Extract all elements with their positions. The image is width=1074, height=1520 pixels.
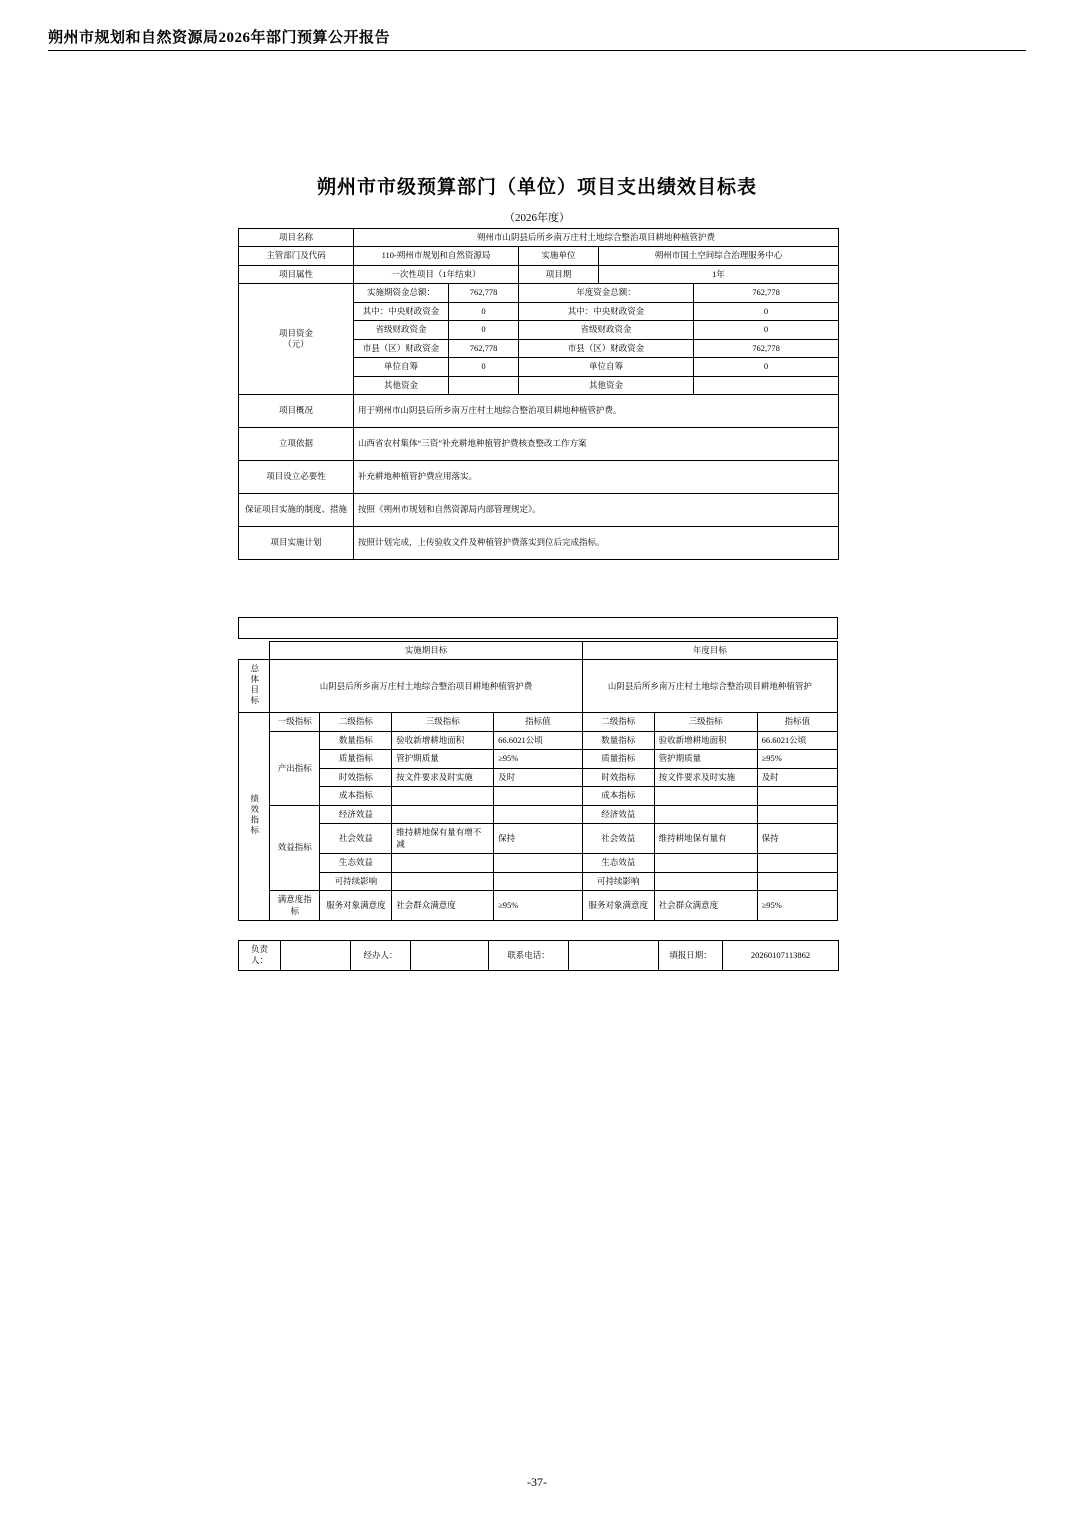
indicator-l3-b xyxy=(654,787,757,805)
indicator-l2-b: 质量指标 xyxy=(582,750,654,768)
indicator-value-b: ≥95% xyxy=(757,891,837,921)
indicator-value-b: 及时 xyxy=(757,768,837,786)
label-attribute: 项目属性 xyxy=(239,265,354,283)
indicator-l3: 验收新增耕地面积 xyxy=(392,731,494,749)
indicator-value: ≥95% xyxy=(494,750,583,768)
label-date: 填报日期： xyxy=(659,941,723,971)
indicator-value-b xyxy=(757,787,837,805)
value-overall-impl: 山阴县后所乡南万庄村土地综合整治项目耕地种植管护费 xyxy=(270,660,583,713)
performance-goal-table xyxy=(238,641,838,921)
funds-right-value xyxy=(694,376,839,394)
label-project-name: 项目名称 xyxy=(239,229,354,247)
indicator-l2: 可持续影响 xyxy=(320,872,392,890)
label-plan: 项目实施计划 xyxy=(239,527,354,560)
header-divider xyxy=(48,50,1026,51)
value-date: 20260107113862 xyxy=(723,941,839,971)
value-period: 1年 xyxy=(599,265,839,283)
table-row xyxy=(239,428,839,461)
col-value-b: 指标值 xyxy=(757,713,837,731)
table-row xyxy=(239,824,838,854)
indicator-l2-b: 时效指标 xyxy=(582,768,654,786)
overall-goal-text: 总体目标 xyxy=(249,663,260,706)
value-impl-unit: 朔州市国土空间综合治理服务中心 xyxy=(599,247,839,265)
value-leader xyxy=(281,941,351,971)
label-phone: 联系电话： xyxy=(489,941,569,971)
page-title: 朔州市市级预算部门（单位）项目支出绩效目标表 xyxy=(316,177,757,198)
funds-right-value: 0 xyxy=(694,321,839,339)
header-impl-period: 实施期目标 xyxy=(270,642,583,660)
indicator-l2: 质量指标 xyxy=(320,750,392,768)
indicator-l2-b: 可持续影响 xyxy=(582,872,654,890)
funds-left-value xyxy=(449,376,519,394)
funds-left-value: 0 xyxy=(449,321,519,339)
table-row xyxy=(239,805,838,823)
label-handler: 经办人： xyxy=(351,941,411,971)
funds-right-value: 0 xyxy=(694,302,839,320)
col-level3-b: 三级指标 xyxy=(654,713,757,731)
funds-left-value: 0 xyxy=(449,302,519,320)
indicator-value: 66.6021公顷 xyxy=(494,731,583,749)
funds-right-value: 0 xyxy=(694,358,839,376)
label-overall-goal xyxy=(239,660,270,713)
indicator-l2: 成本指标 xyxy=(320,787,392,805)
indicator-l2-b: 服务对象满意度 xyxy=(582,891,654,921)
indicator-value-b xyxy=(757,854,837,872)
indicator-value xyxy=(494,854,583,872)
col-level2: 二级指标 xyxy=(320,713,392,731)
funds-left-value: 762,778 xyxy=(449,339,519,357)
indicator-l3: 维持耕地保有量有增不减 xyxy=(392,824,494,854)
spacer-cell xyxy=(239,618,838,639)
spacer-band xyxy=(238,617,838,639)
group-level1: 满意度指标 xyxy=(270,891,320,921)
value-system: 按照《朔州市规划和自然资源局内部管理规定》。 xyxy=(354,494,839,527)
funds-right-label: 年度资金总额： xyxy=(519,284,694,302)
value-project-name: 朔州市山阴县后所乡南万庄村土地综合整治项目耕地种植管护费 xyxy=(354,229,839,247)
funds-right-label: 其中：中央财政资金 xyxy=(519,302,694,320)
indicator-l3-b xyxy=(654,805,757,823)
table-row xyxy=(239,265,839,283)
signature-table xyxy=(238,940,838,971)
value-necessity: 补充耕地种植管护费应用落实。 xyxy=(354,461,839,494)
indicator-l3-b: 管护期质量 xyxy=(654,750,757,768)
indicator-l3-b: 按文件要求及时实施 xyxy=(654,768,757,786)
table-row xyxy=(239,642,838,660)
value-handler xyxy=(411,941,489,971)
label-overview: 项目概况 xyxy=(239,395,354,428)
indicator-value: 及时 xyxy=(494,768,583,786)
table-row xyxy=(239,731,838,749)
funds-right-label: 其他资金 xyxy=(519,376,694,394)
funds-left-label: 省级财政资金 xyxy=(354,321,449,339)
label-basis: 立项依据 xyxy=(239,428,354,461)
funds-left-label: 市县（区）财政资金 xyxy=(354,339,449,357)
label-leader: 负责人： xyxy=(239,941,281,971)
label-necessity: 项目设立必要性 xyxy=(239,461,354,494)
group-level1: 产出指标 xyxy=(270,731,320,805)
indicator-l3 xyxy=(392,787,494,805)
page-header: 朔州市规划和自然资源局2026年部门预算公开报告 xyxy=(48,30,391,46)
indicator-l3: 管护期质量 xyxy=(392,750,494,768)
header-annual: 年度目标 xyxy=(582,642,837,660)
project-info-table xyxy=(238,228,838,560)
funds-right-value: 762,778 xyxy=(694,339,839,357)
col-value: 指标值 xyxy=(494,713,583,731)
funds-left-label: 其中：中央财政资金 xyxy=(354,302,449,320)
indicator-l3-b: 维持耕地保有量有 xyxy=(654,824,757,854)
table-row xyxy=(239,872,838,890)
table-row xyxy=(239,713,838,731)
label-funds: 项目资金 （元） xyxy=(239,284,354,395)
funds-right-label: 市县（区）财政资金 xyxy=(519,339,694,357)
funds-left-label: 实施期资金总额： xyxy=(354,284,449,302)
performance-label-text: 绩效指标 xyxy=(249,794,260,837)
table-row xyxy=(239,618,838,639)
table-row xyxy=(239,768,838,786)
funds-left-value: 762,778 xyxy=(449,284,519,302)
table-row xyxy=(239,229,839,247)
table-row xyxy=(239,395,839,428)
table-row xyxy=(239,527,839,560)
funds-left-label: 单位自筹 xyxy=(354,358,449,376)
label-system: 保证项目实施的制度、措施 xyxy=(239,494,354,527)
table-row xyxy=(239,284,839,302)
indicator-l3: 按文件要求及时实施 xyxy=(392,768,494,786)
value-dept: 110-朔州市规划和自然资源局 xyxy=(354,247,519,265)
page-number: -37- xyxy=(527,1475,547,1489)
indicator-l3-b xyxy=(654,872,757,890)
label-performance xyxy=(239,713,270,921)
funds-left-label: 其他资金 xyxy=(354,376,449,394)
group-level1: 效益指标 xyxy=(270,805,320,890)
indicator-l2: 服务对象满意度 xyxy=(320,891,392,921)
indicator-l3 xyxy=(392,854,494,872)
indicator-l3 xyxy=(392,805,494,823)
indicator-l3-b xyxy=(654,854,757,872)
indicator-l3-b: 验收新增耕地面积 xyxy=(654,731,757,749)
value-attribute: 一次性项目（1年结束） xyxy=(354,265,519,283)
table-row xyxy=(239,461,839,494)
indicator-l2: 时效指标 xyxy=(320,768,392,786)
indicator-l2: 生态效益 xyxy=(320,854,392,872)
label-period: 项目期 xyxy=(519,265,599,283)
indicator-value xyxy=(494,872,583,890)
table-row xyxy=(239,854,838,872)
value-phone xyxy=(569,941,659,971)
indicator-value: ≥95% xyxy=(494,891,583,921)
indicator-l2-b: 成本指标 xyxy=(582,787,654,805)
indicator-l3: 社会群众满意度 xyxy=(392,891,494,921)
indicator-l3-b: 社会群众满意度 xyxy=(654,891,757,921)
indicator-value-b: 保持 xyxy=(757,824,837,854)
indicator-value-b: 66.6021公顷 xyxy=(757,731,837,749)
table-row xyxy=(239,247,839,265)
indicator-l2: 数量指标 xyxy=(320,731,392,749)
indicator-value-b xyxy=(757,805,837,823)
indicator-value xyxy=(494,787,583,805)
indicator-value-b: ≥95% xyxy=(757,750,837,768)
indicator-l2-b: 生态效益 xyxy=(582,854,654,872)
label-impl-unit: 实施单位 xyxy=(519,247,599,265)
value-overall-annual: 山阴县后所乡南万庄村土地综合整治项目耕地种植管护 xyxy=(582,660,837,713)
col-level1: 一级指标 xyxy=(270,713,320,731)
funds-right-label: 单位自筹 xyxy=(519,358,694,376)
table-row xyxy=(239,941,839,971)
funds-left-value: 0 xyxy=(449,358,519,376)
value-overview: 用于朔州市山阴县后所乡南万庄村土地综合整治项目耕地种植管护费。 xyxy=(354,395,839,428)
funds-right-label: 省级财政资金 xyxy=(519,321,694,339)
table-row xyxy=(239,750,838,768)
funds-right-value: 762,778 xyxy=(694,284,839,302)
indicator-l2: 经济效益 xyxy=(320,805,392,823)
indicator-l2-b: 社会效益 xyxy=(582,824,654,854)
indicator-l2-b: 经济效益 xyxy=(582,805,654,823)
table-row xyxy=(239,787,838,805)
table-row xyxy=(239,891,838,921)
indicator-l3 xyxy=(392,872,494,890)
table-row xyxy=(239,494,839,527)
indicator-l2-b: 数量指标 xyxy=(582,731,654,749)
label-dept: 主管部门及代码 xyxy=(239,247,354,265)
indicator-value: 保持 xyxy=(494,824,583,854)
col-level2-b: 二级指标 xyxy=(582,713,654,731)
indicator-value-b xyxy=(757,872,837,890)
value-plan: 按照计划完成，上传验收文件及种植管护费落实到位后完成指标。 xyxy=(354,527,839,560)
page-subtitle: （2026年度） xyxy=(504,212,570,224)
col-level3: 三级指标 xyxy=(392,713,494,731)
table-row xyxy=(239,660,838,713)
indicator-value xyxy=(494,805,583,823)
indicator-l2: 社会效益 xyxy=(320,824,392,854)
value-basis: 山西省农村集体“三资”补充耕地种植管护费核查整改工作方案 xyxy=(354,428,839,461)
